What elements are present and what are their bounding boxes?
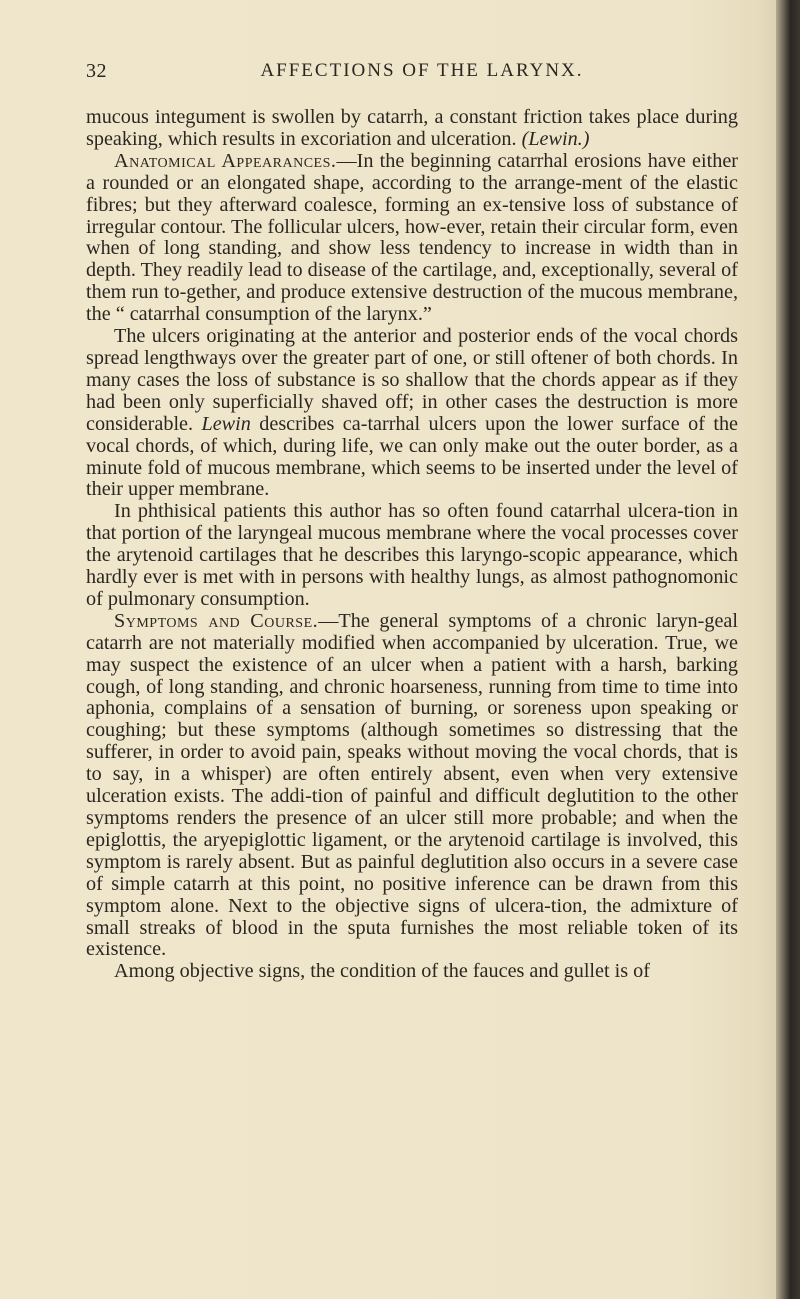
paragraph-text: describes ca-tarrhal ulcers upon the lower surface of the vocal chords, of which, during life, we can only make out the outer border, as a minute fold of mucous membrane, which seems to be inserted under the level of their upper membrane. xyxy=(86,412,739,501)
author-name: Lewin xyxy=(201,412,251,435)
section-heading: Symptoms and Course. xyxy=(114,609,319,632)
paragraph xyxy=(86,107,738,151)
citation: (Lewin.) xyxy=(521,127,590,150)
paragraph-text: —In the beginning catarrhal erosions have either a rounded or an elongated shape, according to the arrange-ment of the elastic fibres; but they afterward coalesce, forming an ex-tensive loss of substance of irregular contour. The follicular ulcers, how-ever, retain their circular form, even when of long standing, and show less tendency to increase in width than in depth. They readily lead to disease of the cartilage, and, exceptionally, several of them run to-gether, and produce extensive destruction of the mucous membrane, the “ catarrhal consumption of the larynx.” xyxy=(86,149,738,326)
section-heading: Anatomical Appearances. xyxy=(114,149,337,172)
paragraph-text: mucous integument is swollen by catarrh, a constant friction takes place during speaking, which results in excoriation and ulceration. xyxy=(86,106,738,150)
paragraph xyxy=(86,611,738,962)
paragraph xyxy=(86,961,738,983)
paragraph xyxy=(86,326,738,501)
paragraph-text: In phthisical patients this author has so often found catarrhal ulcera-tion in that portion of the laryngeal mucous membrane where the vocal processes cover the arytenoid cartilages that he describes this laryngo-scopic appearance, which hardly ever is met with in persons with healthy lungs, as almost pathognomonic of pulmonary consumption. xyxy=(86,500,738,610)
body-text xyxy=(86,107,738,983)
paragraph xyxy=(86,501,738,611)
running-title: AFFECTIONS OF THE LARYNX. xyxy=(260,60,584,81)
paragraph xyxy=(86,151,738,326)
page-number: 32 xyxy=(86,60,107,82)
page-header xyxy=(86,60,738,90)
paragraph-text: Among objective signs, the condition of the fauces and gullet is of xyxy=(114,960,650,983)
page-edge xyxy=(776,0,800,1299)
paragraph-text: The ulcers originating at the anterior and posterior ends of the vocal chords spread lengthways over the greater part of one, or still oftener of both chords. In many cases the loss of substance is so shallow that the chords appear as if they had been only superficially shaved off; in other cases the destruction is more considerable. xyxy=(86,325,738,435)
paragraph-text: —The general symptoms of a chronic laryn-geal catarrh are not materially modified when accompanied by ulceration. True, we may suspect the existence of an ulcer when a patient with a harsh, barking cough, of long standing, and chronic hoarseness, running from time to time into aphonia, complains of a sensation of burning, or soreness upon speaking or coughing; but these symptoms (although sometimes so distressing that the sufferer, in order to avoid pain, speaks without moving the vocal chords, that is to say, in a whisper) are often entirely absent, even when very extensive ulceration exists. The addi-tion of painful and difficult deglutition to the other symptoms renders the presence of an ulcer still more probable; and when the epiglottis, the aryepiglottic ligament, or the arytenoid cartilage is involved, this symptom is rarely absent. But as painful deglutition also occurs in a severe case of simple catarrh at this point, no positive inference can be drawn from this symptom alone. Next to the objective signs of ulcera-tion, the admixture of small streaks of blood in the sputa furnishes the most reliable token of its existence. xyxy=(86,609,738,961)
